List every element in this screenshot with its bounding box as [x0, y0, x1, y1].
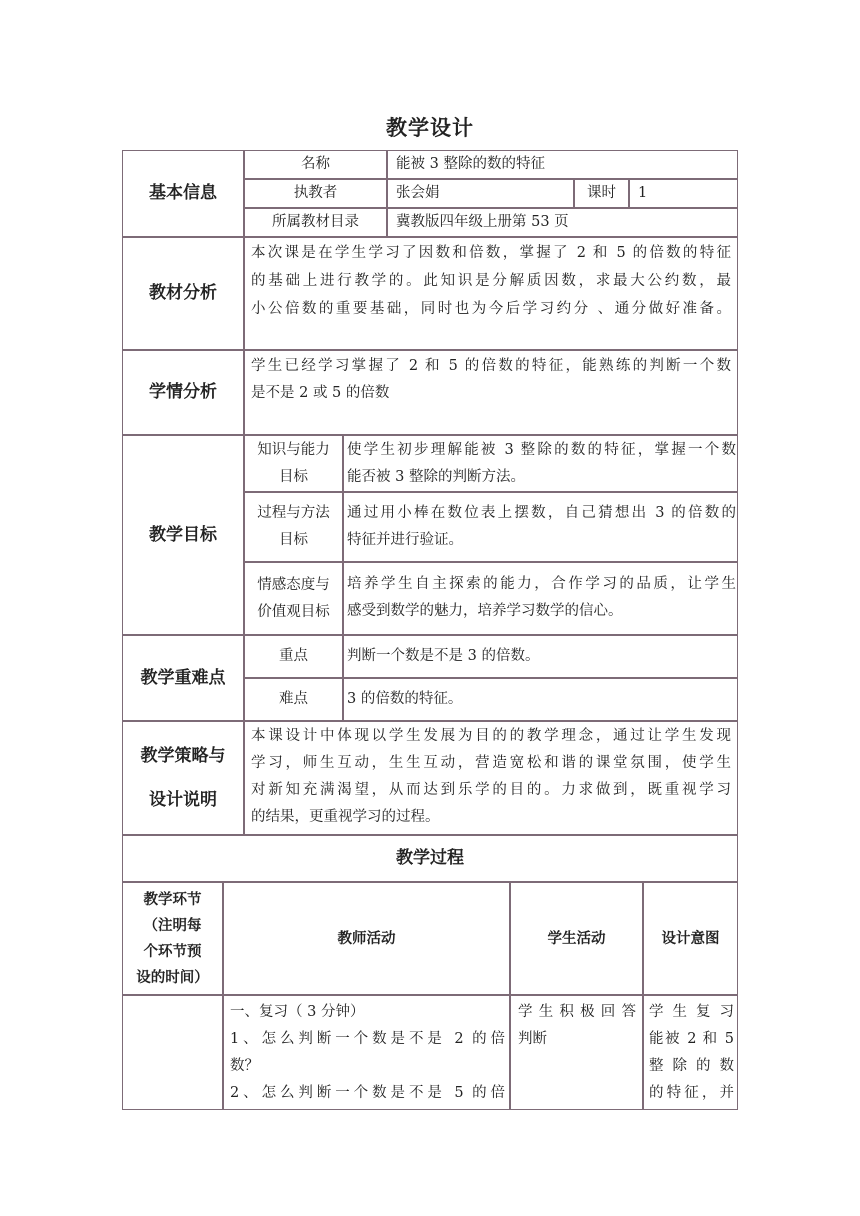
text-line: 能否被 3 整除的判断方法。 — [347, 469, 525, 485]
stage-column-header — [122, 882, 223, 995]
label-line: 价值观目标 — [257, 603, 330, 620]
key-point-value: 判断一个数是不是 3 的倍数。 — [343, 635, 738, 678]
label-line: 目标 — [279, 532, 308, 548]
label-line: 情感态度与 — [257, 576, 330, 593]
design-intent-column-header: 设计意图 — [643, 882, 738, 995]
student-analysis-header: 学情分析 — [122, 350, 244, 435]
goal-knowledge-text — [343, 435, 738, 492]
text-line: 特征并进行验证。 — [347, 532, 463, 548]
student-activity-cell — [510, 995, 643, 1110]
goal-knowledge-label — [244, 435, 343, 492]
teacher-label: 执教者 — [244, 179, 387, 208]
strategy-text — [244, 721, 738, 835]
design-intent-cell — [643, 995, 738, 1110]
strategy-header — [122, 721, 244, 835]
text-line: 的基础上进行教学的。此知识是分解质因数，求最大公约数，最 — [251, 273, 731, 289]
text-line: 1、怎么判断一个数是不是 2 的倍 — [230, 1031, 505, 1047]
header-line: 设计说明 — [149, 790, 217, 810]
text-line: 使学生初步理解能被 3 整除的数的特征，掌握一个数 — [347, 442, 736, 458]
label-line: 目标 — [279, 468, 308, 485]
period-value: 1 — [629, 179, 738, 208]
text-line: 一、复习（ 3 分钟） — [230, 1004, 365, 1020]
teacher-value: 张会娟 — [387, 179, 574, 208]
teacher-activity-cell — [223, 995, 510, 1110]
header-line: 设的时间） — [136, 969, 209, 986]
stage-cell — [122, 995, 223, 1110]
catalog-label: 所属教材目录 — [244, 208, 387, 237]
difficult-point-value: 3 的倍数的特征。 — [343, 678, 738, 721]
catalog-value: 冀教版四年级上册第 53 页 — [387, 208, 738, 237]
student-analysis-text — [244, 350, 738, 435]
name-value: 能被 3 整除的数的特征 — [387, 150, 738, 179]
text-line: 学生复习 — [649, 1004, 734, 1020]
material-analysis-text — [244, 237, 738, 350]
text-line: 通过用小棒在数位表上摆数，自己猜想出 3 的倍数的 — [347, 505, 736, 521]
text-line: 本课设计中体现以学生发展为目的的教学理念，通过让学生发现 — [251, 728, 731, 744]
text-line: 培养学生自主探索的能力，合作学习的品质，让学生 — [347, 576, 736, 592]
text-line: 学习，师生互动，生生互动，营造宽松和谐的课堂氛围，使学生 — [251, 755, 731, 771]
text-line: 学生已经学习掌握了 2 和 5 的倍数的特征，能熟练的判断一个数 — [251, 358, 731, 374]
document-title: 教学设计 — [386, 116, 474, 140]
text-line: 整除的数 — [649, 1058, 734, 1074]
teacher-activity-column-header: 教师活动 — [223, 882, 510, 995]
header-line: （注明每 — [143, 917, 202, 934]
header-line: 教学环节 — [143, 891, 202, 908]
goals-header: 教学目标 — [122, 435, 244, 635]
difficult-point-label: 难点 — [244, 678, 343, 721]
text-line: 小公倍数的重要基础，同时也为今后学习约分 、通分做好准备。 — [251, 301, 731, 317]
goal-process-text — [343, 492, 738, 562]
label-line: 知识与能力 — [257, 441, 330, 458]
goal-process-label — [244, 492, 343, 562]
process-header: 教学过程 — [122, 835, 738, 882]
text-line: 的特征，并 — [649, 1085, 734, 1101]
label-line: 过程与方法 — [257, 505, 330, 521]
text-line: 是不是 2 或 5 的倍数 — [251, 385, 390, 401]
text-line: 本次课是在学生学习了因数和倍数，掌握了 2 和 5 的倍数的特征 — [251, 245, 731, 261]
goal-emotion-text — [343, 562, 738, 635]
text-line: 的结果，更重视学习的过程。 — [251, 809, 440, 825]
header-line: 个环节预 — [143, 943, 202, 960]
period-label: 课时 — [574, 179, 629, 208]
name-label: 名称 — [244, 150, 387, 179]
text-line: 学生积极回答 — [518, 1004, 636, 1020]
material-analysis-header: 教材分析 — [122, 237, 244, 350]
text-line: 2、怎么判断一个数是不是 5 的倍 — [230, 1085, 505, 1101]
text-line: 对新知充满渴望，从而达到乐学的目的。力求做到，既重视学习 — [251, 782, 731, 798]
text-line: 判断 — [518, 1031, 547, 1047]
header-line: 教学策略与 — [140, 746, 226, 766]
text-line: 能被 2 和 5 — [649, 1031, 734, 1047]
goal-emotion-label — [244, 562, 343, 635]
student-activity-column-header: 学生活动 — [510, 882, 643, 995]
text-line: 数？ — [230, 1058, 259, 1074]
key-point-label: 重点 — [244, 635, 343, 678]
basic-info-header: 基本信息 — [122, 150, 244, 237]
key-points-header: 教学重难点 — [122, 635, 244, 721]
text-line: 感受到数学的魅力，培养学习数学的信心。 — [347, 603, 623, 619]
